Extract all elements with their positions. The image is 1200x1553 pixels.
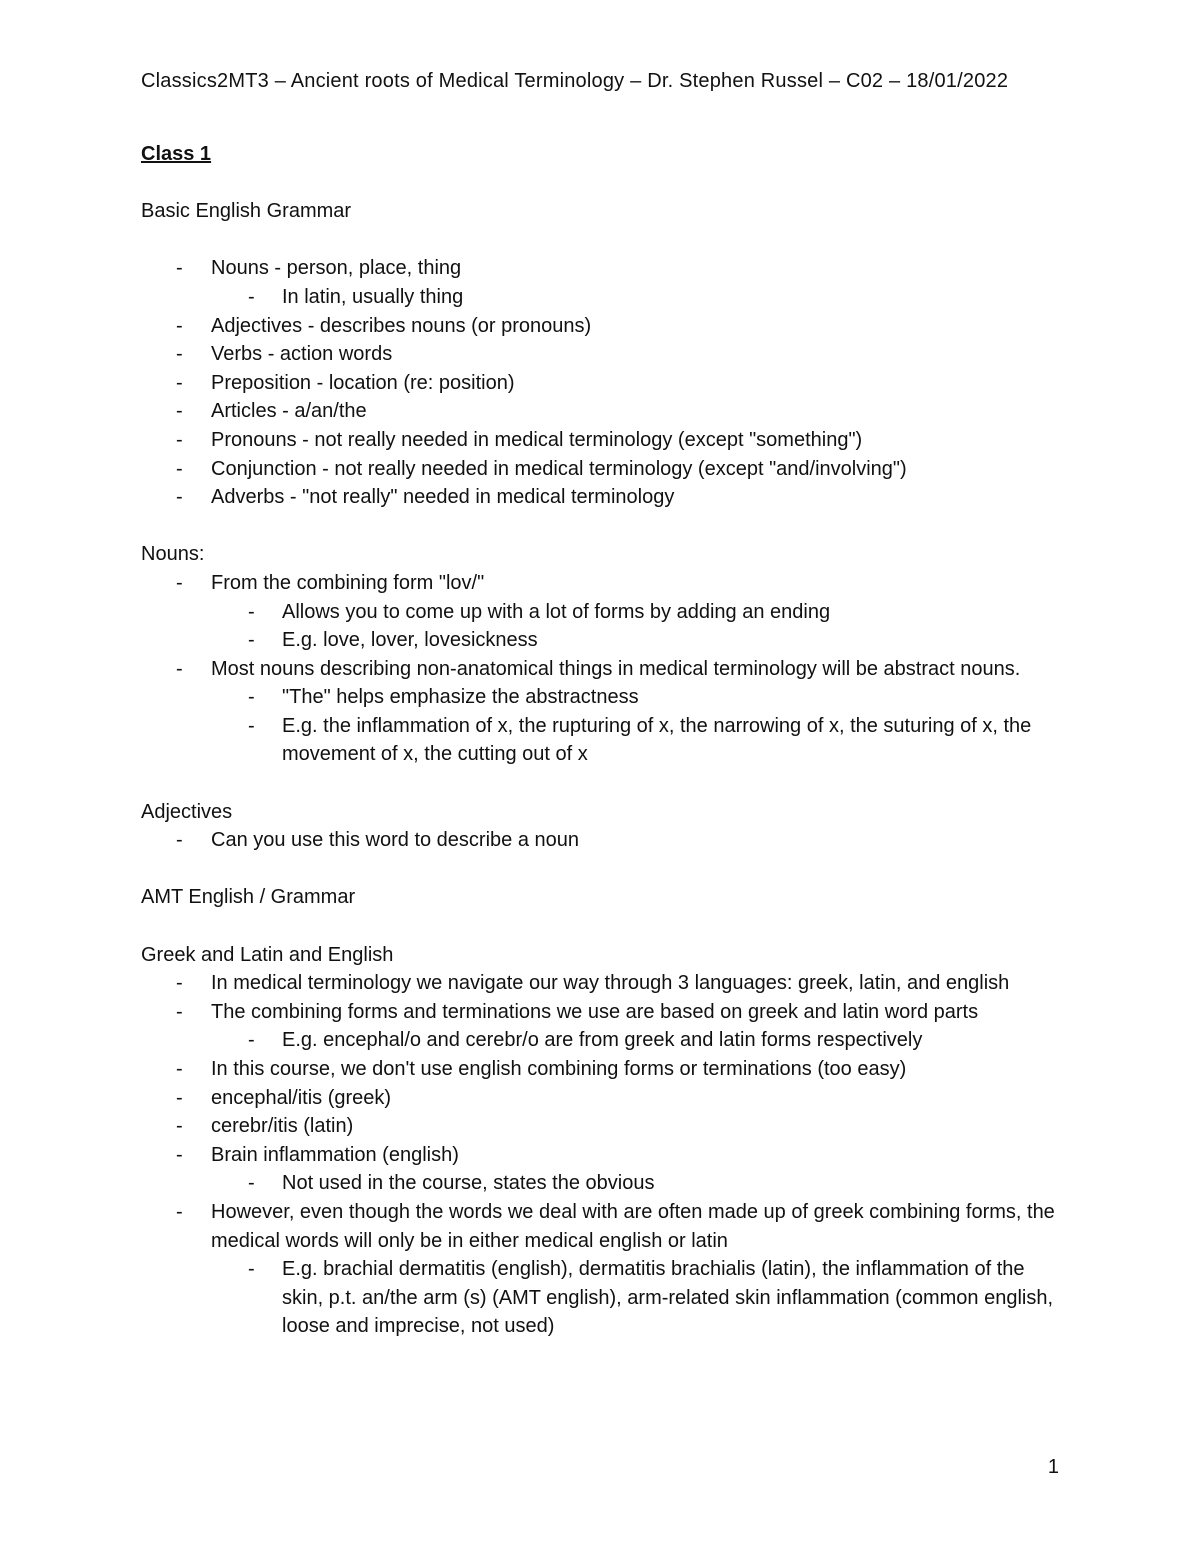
list-item [141, 1084, 1061, 1113]
sub-list-item [211, 626, 1061, 655]
list-item [141, 369, 1061, 398]
list-item-text: Brain inflammation (english) [211, 1143, 459, 1166]
nouns-list [141, 569, 1061, 769]
document-header: Classics2MT3 – Ancient roots of Medical Terminology – Dr. Stephen Russel – C02 – 18/01/2022 [141, 70, 1009, 92]
sub-list-item [211, 1255, 1061, 1341]
languages-list [141, 969, 1061, 1341]
list-item-text: Articles - a/an/the [211, 400, 367, 423]
list-item-text: Pronouns - not really needed in medical terminology (except "something") [211, 428, 863, 451]
notes-body [141, 140, 1061, 1341]
list-item [141, 826, 1061, 855]
list-item-text: E.g. the inflammation of x, the rupturing of x, the narrowing of x, the suturing of x, the movement of x, the cutting out of x [282, 714, 1032, 766]
section-heading-grammar: Basic English Grammar [141, 200, 352, 223]
spacer [141, 769, 1061, 798]
list-item-text: The combining forms and terminations we use are based on greek and latin word parts [211, 1000, 979, 1023]
list-item [141, 655, 1061, 769]
spacer [141, 912, 1061, 941]
sub-list [211, 598, 1061, 655]
spacer [141, 226, 1061, 255]
sub-list-item [211, 598, 1061, 627]
list-item [141, 426, 1061, 455]
sub-list-item [211, 1026, 1061, 1055]
list-item [141, 998, 1061, 1055]
grammar-list [141, 254, 1061, 511]
list-item-text: Nouns - person, place, thing [211, 257, 462, 280]
list-item-text: "The" helps emphasize the abstractness [282, 686, 639, 709]
sub-list-item [211, 712, 1061, 769]
sub-list-item [211, 683, 1061, 712]
sub-list [211, 683, 1061, 769]
list-item-text: Most nouns describing non-anatomical things in medical terminology will be abstract nouns. [211, 657, 1021, 680]
list-item-text: Conjunction - not really needed in medical terminology (except "and/involving") [211, 457, 907, 480]
sub-list [211, 1255, 1061, 1341]
list-item-text: In medical terminology we navigate our way through 3 languages: greek, latin, and english [211, 972, 1010, 995]
list-item [141, 340, 1061, 369]
list-item [141, 569, 1061, 655]
list-item-text: cerebr/itis (latin) [211, 1115, 354, 1138]
list-item-text: E.g. brachial dermatitis (english), dermatitis brachialis (latin), the inflammation of the skin, p.t. an/the arm (s) (AMT english), arm-related skin inflammation (common english, loose and imprecise, not used) [282, 1258, 1054, 1338]
list-item [141, 1198, 1061, 1341]
list-item [141, 254, 1061, 311]
list-item-text: Preposition - location (re: position) [211, 371, 515, 394]
sub-list [211, 283, 1061, 312]
section-heading-languages: Greek and Latin and English [141, 943, 394, 966]
list-item-text: Verbs - action words [211, 343, 393, 366]
list-item-text: From the combining form "lov/" [211, 571, 485, 594]
list-item-text: However, even though the words we deal with are often made up of greek combining forms, the medical words will only be in either medical english or latin [211, 1200, 1055, 1252]
list-item [141, 1055, 1061, 1084]
section-heading-adjectives: Adjectives [141, 800, 233, 823]
page-number: 1 [1047, 1456, 1059, 1478]
list-item-text: Allows you to come up with a lot of forms by adding an ending [282, 600, 831, 623]
list-item-text: E.g. encephal/o and cerebr/o are from greek and latin forms respectively [282, 1029, 923, 1052]
list-item-text: Adjectives - describes nouns (or pronouns) [211, 314, 592, 337]
sub-list-item [211, 283, 1061, 312]
list-item [141, 397, 1061, 426]
list-item [141, 1141, 1061, 1198]
list-item-text: Can you use this word to describe a noun [211, 829, 579, 852]
list-item [141, 312, 1061, 341]
spacer [141, 169, 1061, 198]
list-item-text: E.g. love, lover, lovesickness [282, 629, 538, 652]
list-item-text: Not used in the course, states the obvious [282, 1172, 655, 1195]
section-heading-nouns: Nouns: [141, 543, 205, 566]
list-item [141, 455, 1061, 484]
section-heading-amt: AMT English / Grammar [141, 886, 356, 909]
sub-list [211, 1026, 1061, 1055]
spacer [141, 512, 1061, 541]
adjectives-list [141, 826, 1061, 855]
list-item [141, 483, 1061, 512]
list-item-text: encephal/itis (greek) [211, 1086, 392, 1109]
sub-list [211, 1169, 1061, 1198]
list-item [141, 969, 1061, 998]
list-item-text: Adverbs - "not really" needed in medical terminology [211, 486, 675, 509]
list-item-text: In this course, we don't use english combining forms or terminations (too easy) [211, 1058, 907, 1080]
class-title: Class 1 [141, 143, 212, 165]
spacer [141, 855, 1061, 884]
list-item [141, 1112, 1061, 1141]
list-item-text: In latin, usually thing [282, 285, 464, 308]
sub-list-item [211, 1169, 1061, 1198]
